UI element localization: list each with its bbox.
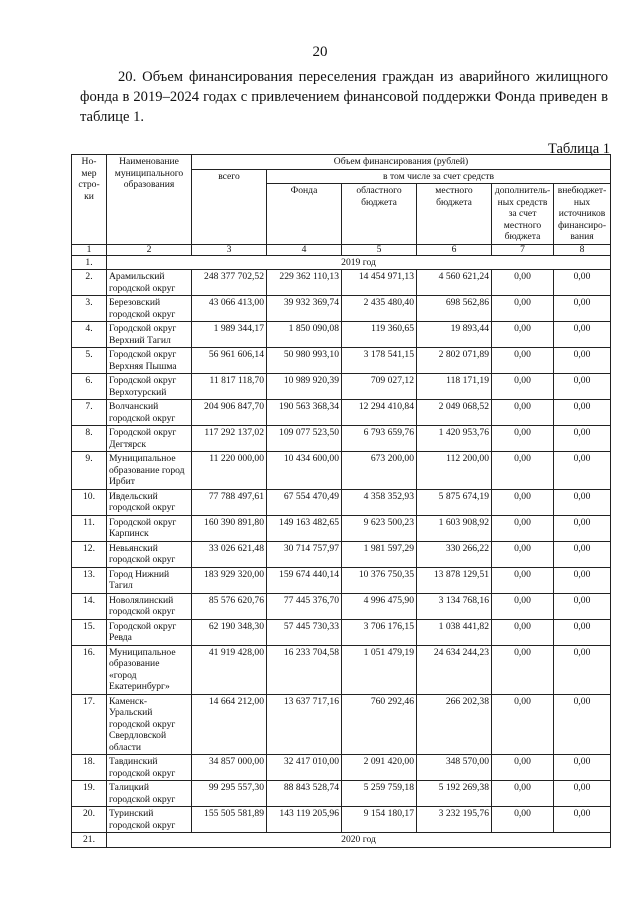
column-number: 1: [72, 244, 107, 255]
fund-amount: 77 445 376,70: [267, 593, 342, 619]
table-row: [72, 807, 611, 833]
table-row: [72, 489, 611, 515]
regional-amount: 6 793 659,76: [342, 426, 417, 452]
row-number: 19.: [72, 781, 107, 807]
year-label: 2019 год: [107, 255, 611, 270]
municipality-name: Город Нижний Тагил: [107, 567, 192, 593]
municipality-name: Талицкий городской округ: [107, 781, 192, 807]
municipality-name: Невьянский городской округ: [107, 541, 192, 567]
local-amount: 2 049 068,52: [417, 400, 492, 426]
regional-amount: 14 454 971,13: [342, 270, 417, 296]
local-amount: 1 603 908,92: [417, 515, 492, 541]
fund-amount: 67 554 470,49: [267, 489, 342, 515]
regional-amount: 1 981 597,29: [342, 541, 417, 567]
financing-table: [71, 154, 611, 848]
additional-amount: 0,00: [492, 452, 554, 490]
row-number: 13.: [72, 567, 107, 593]
column-number-row: [72, 244, 611, 255]
offbudget-amount: 0,00: [554, 567, 611, 593]
municipality-name: Городской округ Карпинск: [107, 515, 192, 541]
year-row: [72, 833, 611, 848]
total-amount: 11 220 000,00: [192, 452, 267, 490]
header-additional-funds: дополнитель-ных средств за счет местного бюджета: [492, 184, 554, 245]
row-number: 16.: [72, 645, 107, 694]
local-amount: 19 893,44: [417, 322, 492, 348]
row-number: 17.: [72, 694, 107, 755]
table-row: [72, 322, 611, 348]
regional-amount: 9 623 500,23: [342, 515, 417, 541]
table-row: [72, 781, 611, 807]
row-number: 12.: [72, 541, 107, 567]
local-amount: 5 192 269,38: [417, 781, 492, 807]
regional-amount: 673 200,00: [342, 452, 417, 490]
local-amount: 118 171,19: [417, 374, 492, 400]
table-row: [72, 645, 611, 694]
row-number: 8.: [72, 426, 107, 452]
total-amount: 77 788 497,61: [192, 489, 267, 515]
municipality-name: Новолялинский городской округ: [107, 593, 192, 619]
row-number: 5.: [72, 348, 107, 374]
offbudget-amount: 0,00: [554, 781, 611, 807]
additional-amount: 0,00: [492, 296, 554, 322]
local-amount: 13 878 129,51: [417, 567, 492, 593]
regional-amount: 2 091 420,00: [342, 755, 417, 781]
fund-amount: 16 233 704,58: [267, 645, 342, 694]
offbudget-amount: 0,00: [554, 348, 611, 374]
row-number: 10.: [72, 489, 107, 515]
intro-paragraph: 20. Объем финансирования переселения граждан из аварийного жилищного фонда в 2019–2024 годах с привлечением финансовой поддержки Фонда приведен в таблице 1.: [80, 69, 608, 125]
fund-amount: 10 434 600,00: [267, 452, 342, 490]
table-row: [72, 567, 611, 593]
header-financing-volume: Объем финансирования (рублей): [192, 155, 611, 170]
local-amount: 5 875 674,19: [417, 489, 492, 515]
table-row: [72, 619, 611, 645]
offbudget-amount: 0,00: [554, 452, 611, 490]
municipality-name: Тавдинский городской округ: [107, 755, 192, 781]
column-number: 8: [554, 244, 611, 255]
fund-amount: 109 077 523,50: [267, 426, 342, 452]
offbudget-amount: 0,00: [554, 489, 611, 515]
local-amount: 2 802 071,89: [417, 348, 492, 374]
additional-amount: 0,00: [492, 645, 554, 694]
row-number: 6.: [72, 374, 107, 400]
fund-amount: 50 980 993,10: [267, 348, 342, 374]
offbudget-amount: 0,00: [554, 619, 611, 645]
additional-amount: 0,00: [492, 541, 554, 567]
additional-amount: 0,00: [492, 515, 554, 541]
offbudget-amount: 0,00: [554, 322, 611, 348]
page-number: 20: [312, 44, 328, 60]
municipality-name: Городской округ Дегтярск: [107, 426, 192, 452]
fund-amount: 159 674 440,14: [267, 567, 342, 593]
local-amount: 3 134 768,16: [417, 593, 492, 619]
regional-amount: 119 360,65: [342, 322, 417, 348]
total-amount: 99 295 557,30: [192, 781, 267, 807]
column-number: 5: [342, 244, 417, 255]
row-number: 1.: [72, 255, 107, 270]
header-including: в том числе за счет средств: [267, 169, 611, 184]
municipality-name: Городской округ Верхняя Пышма: [107, 348, 192, 374]
total-amount: 43 066 413,00: [192, 296, 267, 322]
additional-amount: 0,00: [492, 807, 554, 833]
fund-amount: 88 843 528,74: [267, 781, 342, 807]
additional-amount: 0,00: [492, 348, 554, 374]
table-row: [72, 755, 611, 781]
row-number: 15.: [72, 619, 107, 645]
regional-amount: 4 358 352,93: [342, 489, 417, 515]
municipality-name: Каменск-Уральский городской округ Свердловской области: [107, 694, 192, 755]
regional-amount: 4 996 475,90: [342, 593, 417, 619]
fund-amount: 1 850 090,08: [267, 322, 342, 348]
row-number: 7.: [72, 400, 107, 426]
total-amount: 56 961 606,14: [192, 348, 267, 374]
fund-amount: 30 714 757,97: [267, 541, 342, 567]
row-number: 20.: [72, 807, 107, 833]
regional-amount: 9 154 180,17: [342, 807, 417, 833]
offbudget-amount: 0,00: [554, 270, 611, 296]
total-amount: 117 292 137,02: [192, 426, 267, 452]
offbudget-amount: 0,00: [554, 593, 611, 619]
regional-amount: 5 259 759,18: [342, 781, 417, 807]
additional-amount: 0,00: [492, 781, 554, 807]
header-local-budget: местного бюджета: [417, 184, 492, 245]
additional-amount: 0,00: [492, 426, 554, 452]
total-amount: 204 906 847,70: [192, 400, 267, 426]
additional-amount: 0,00: [492, 374, 554, 400]
offbudget-amount: 0,00: [554, 755, 611, 781]
local-amount: 330 266,22: [417, 541, 492, 567]
additional-amount: 0,00: [492, 489, 554, 515]
column-number: 2: [107, 244, 192, 255]
local-amount: 266 202,38: [417, 694, 492, 755]
local-amount: 24 634 244,23: [417, 645, 492, 694]
total-amount: 183 929 320,00: [192, 567, 267, 593]
table-row: [72, 374, 611, 400]
row-number: 11.: [72, 515, 107, 541]
offbudget-amount: 0,00: [554, 645, 611, 694]
table-caption: Таблица 1: [547, 141, 610, 157]
table-row: [72, 452, 611, 490]
additional-amount: 0,00: [492, 270, 554, 296]
fund-amount: 32 417 010,00: [267, 755, 342, 781]
total-amount: 85 576 620,76: [192, 593, 267, 619]
municipality-name: Ивдельский городской округ: [107, 489, 192, 515]
offbudget-amount: 0,00: [554, 426, 611, 452]
regional-amount: 10 376 750,35: [342, 567, 417, 593]
column-number: 4: [267, 244, 342, 255]
column-number: 3: [192, 244, 267, 255]
header-regional-budget: областного бюджета: [342, 184, 417, 245]
additional-amount: 0,00: [492, 567, 554, 593]
row-number: 9.: [72, 452, 107, 490]
total-amount: 160 390 891,80: [192, 515, 267, 541]
table-row: [72, 270, 611, 296]
year-row: [72, 255, 611, 270]
additional-amount: 0,00: [492, 593, 554, 619]
municipality-name: Туринский городской округ: [107, 807, 192, 833]
municipality-name: Муниципальное образование город Ирбит: [107, 452, 192, 490]
offbudget-amount: 0,00: [554, 694, 611, 755]
table-row: [72, 541, 611, 567]
offbudget-amount: 0,00: [554, 296, 611, 322]
offbudget-amount: 0,00: [554, 374, 611, 400]
fund-amount: 39 932 369,74: [267, 296, 342, 322]
municipality-name: Городской округ Верхний Тагил: [107, 322, 192, 348]
municipality-name: Березовский городской округ: [107, 296, 192, 322]
municipality-name: Городской округ Верхотурский: [107, 374, 192, 400]
header-fund: Фонда: [267, 184, 342, 245]
offbudget-amount: 0,00: [554, 807, 611, 833]
local-amount: 348 570,00: [417, 755, 492, 781]
additional-amount: 0,00: [492, 619, 554, 645]
table-row: [72, 426, 611, 452]
total-amount: 62 190 348,30: [192, 619, 267, 645]
fund-amount: 13 637 717,16: [267, 694, 342, 755]
table-row: [72, 400, 611, 426]
total-amount: 11 817 118,70: [192, 374, 267, 400]
regional-amount: 3 178 541,15: [342, 348, 417, 374]
column-number: 7: [492, 244, 554, 255]
local-amount: 4 560 621,24: [417, 270, 492, 296]
additional-amount: 0,00: [492, 400, 554, 426]
offbudget-amount: 0,00: [554, 400, 611, 426]
row-number: 18.: [72, 755, 107, 781]
total-amount: 41 919 428,00: [192, 645, 267, 694]
offbudget-amount: 0,00: [554, 541, 611, 567]
regional-amount: 12 294 410,84: [342, 400, 417, 426]
row-number: 14.: [72, 593, 107, 619]
total-amount: 34 857 000,00: [192, 755, 267, 781]
total-amount: 14 664 212,00: [192, 694, 267, 755]
regional-amount: 760 292,46: [342, 694, 417, 755]
additional-amount: 0,00: [492, 322, 554, 348]
offbudget-amount: 0,00: [554, 515, 611, 541]
column-number: 6: [417, 244, 492, 255]
regional-amount: 1 051 479,19: [342, 645, 417, 694]
municipality-name: Арамильский городской округ: [107, 270, 192, 296]
local-amount: 1 038 441,82: [417, 619, 492, 645]
table-body: [72, 244, 611, 847]
table-row: [72, 593, 611, 619]
additional-amount: 0,00: [492, 694, 554, 755]
local-amount: 1 420 953,76: [417, 426, 492, 452]
row-number: 3.: [72, 296, 107, 322]
table-row: [72, 694, 611, 755]
header-total: всего: [192, 169, 267, 244]
row-number: 21.: [72, 833, 107, 848]
fund-amount: 57 445 730,33: [267, 619, 342, 645]
header-offbudget-sources: внебюджет-ных источников финансиро-вания: [554, 184, 611, 245]
total-amount: 1 989 344,17: [192, 322, 267, 348]
row-number: 2.: [72, 270, 107, 296]
fund-amount: 143 119 205,96: [267, 807, 342, 833]
additional-amount: 0,00: [492, 755, 554, 781]
fund-amount: 190 563 368,34: [267, 400, 342, 426]
header-row-number: Но-мер стро-ки: [72, 155, 107, 245]
year-label: 2020 год: [107, 833, 611, 848]
row-number: 4.: [72, 322, 107, 348]
municipality-name: Волчанский городской округ: [107, 400, 192, 426]
table-row: [72, 296, 611, 322]
total-amount: 155 505 581,89: [192, 807, 267, 833]
regional-amount: 3 706 176,15: [342, 619, 417, 645]
local-amount: 112 200,00: [417, 452, 492, 490]
municipality-name: Муниципальное образование «город Екатеринбург»: [107, 645, 192, 694]
table-row: [72, 515, 611, 541]
total-amount: 33 026 621,48: [192, 541, 267, 567]
fund-amount: 229 362 110,13: [267, 270, 342, 296]
municipality-name: Городской округ Ревда: [107, 619, 192, 645]
table-row: [72, 348, 611, 374]
regional-amount: 2 435 480,40: [342, 296, 417, 322]
header-municipality: Наименование муниципального образования: [107, 155, 192, 245]
regional-amount: 709 027,12: [342, 374, 417, 400]
local-amount: 3 232 195,76: [417, 807, 492, 833]
total-amount: 248 377 702,52: [192, 270, 267, 296]
local-amount: 698 562,86: [417, 296, 492, 322]
fund-amount: 149 163 482,65: [267, 515, 342, 541]
fund-amount: 10 989 920,39: [267, 374, 342, 400]
